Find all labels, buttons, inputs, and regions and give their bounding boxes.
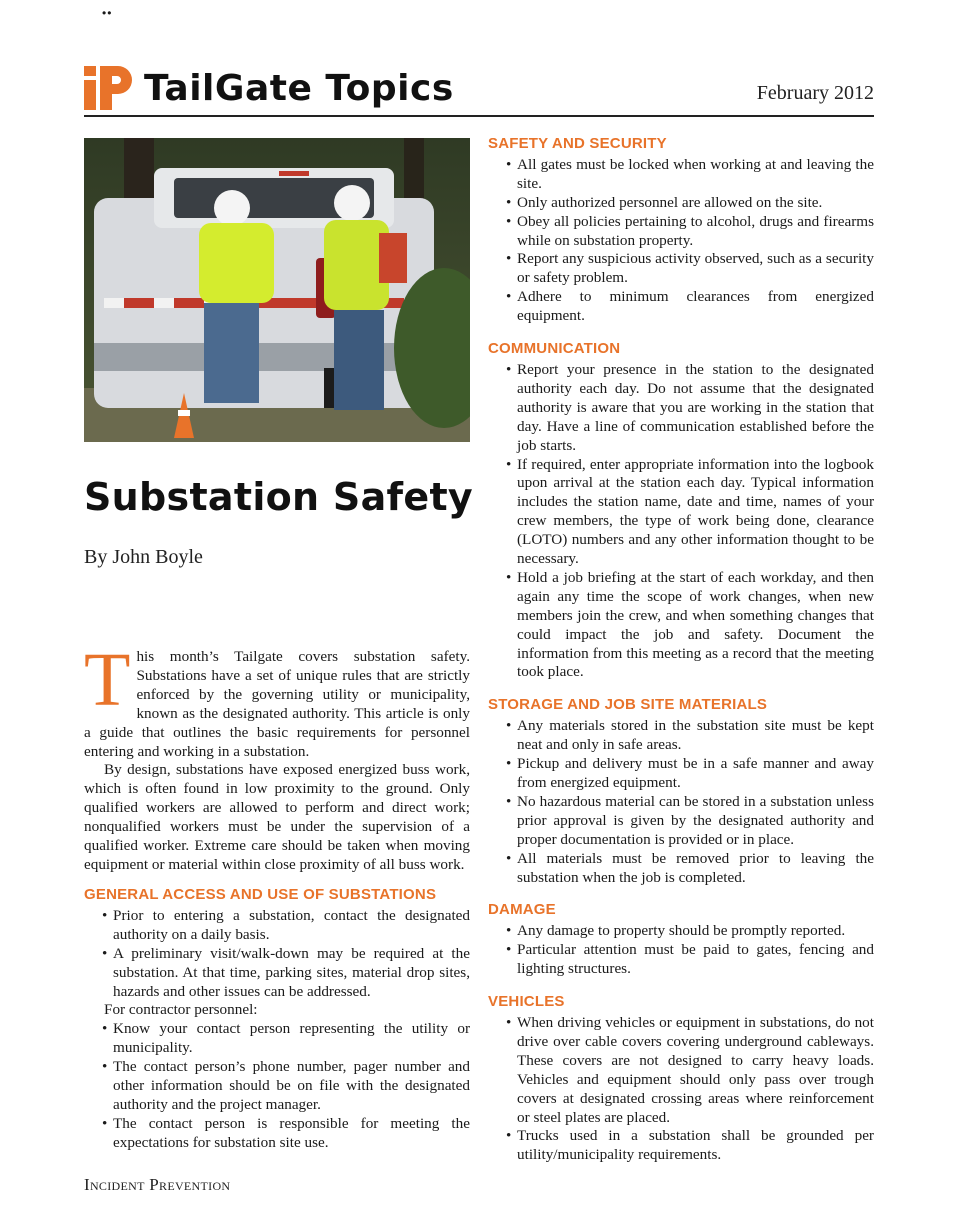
drop-cap: T: [84, 638, 131, 722]
corner-marks: ••: [102, 6, 113, 20]
right-column: [488, 135, 874, 1179]
intro-paragraph: [84, 638, 470, 761]
safety-security-list: [488, 156, 874, 326]
ip-logo-icon: [84, 66, 132, 110]
list-item: • Adhere to minimum clearances from energized equipment.: [508, 288, 874, 326]
list-item: • Pickup and delivery must be in a safe manner and away from energized equipment.: [508, 755, 874, 793]
damage-heading: DAMAGE: [488, 901, 556, 919]
list-item: • Report any suspicious activity observed, such as a security or safety problem.: [508, 250, 874, 288]
storage-list: [488, 717, 874, 887]
list-item: • Only authorized personnel are allowed on the site.: [508, 194, 874, 213]
article-title: Substation Safety: [84, 475, 473, 519]
general-access-list: [84, 907, 470, 1002]
header-rule: [84, 115, 874, 117]
second-paragraph: By design, substations have exposed energized buss work, which is often found in low proximity to the ground. Only qualified workers are allowed to perform and direct work; nonqualified workers must be under the supervision of a qualified worker. Extreme care should be taken when moving equipment or material within close proximity of all buss work.: [84, 761, 470, 873]
vehicles-list: [488, 1014, 874, 1165]
list-item: • A preliminary visit/walk-down may be required at the substation. At that time, parking sites, material drop sites, hazards and other issues can be addressed.: [104, 945, 470, 1002]
list-item: • When driving vehicles or equipment in substations, do not drive over cable covers covering underground cableways. These covers are not designed to carry heavy loads. Vehicles and equipment should only pass over trough covers at designated crossing areas where reinforcement or steel plates are placed.: [508, 1014, 874, 1127]
list-item: • Obey all policies pertaining to alcohol, drugs and firearms while on substation property.: [508, 213, 874, 251]
contractor-list: [84, 1020, 470, 1152]
brand-title: TailGate Topics: [144, 68, 454, 109]
list-item: • If required, enter appropriate information into the logbook upon arrival at the station each day. Typical information includes the station name, date and time, names of your crew members, the type of work being done, clearance (LOTO) numbers and any other information thought to be necessary.: [508, 456, 874, 569]
list-item: • Prior to entering a substation, contact the designated authority on a daily basis.: [104, 907, 470, 945]
safety-security-heading: SAFETY AND SECURITY: [488, 135, 667, 152]
list-item: • Hold a job briefing at the start of each workday, and then again any time the scope of work changes, when new members join the crew, and when something changes that could impact the job and safety. Document the information from this meeting as a record that the meeting took place.: [508, 569, 874, 682]
list-item: • Any materials stored in the substation site must be kept neat and only in safe areas.: [508, 717, 874, 755]
intro-text: his month’s Tailgate covers substation safety. Substations have a set of unique rules that are strictly enforced by the governing utility or municipality, known as the designated authority. This article is only a guide that outlines the basic requirements for personnel entering and working in a substation.: [84, 648, 470, 760]
list-item: • Report your presence in the station to the designated authority each day. Do not assume that the designated authority is aware that you are working in the station that day. Have a line of communication established before the job starts.: [508, 361, 874, 456]
damage-list: [488, 922, 874, 979]
list-item: • The contact person’s phone number, pager number and other information should be on file with the designated authority and the project manager.: [104, 1058, 470, 1115]
list-item: • No hazardous material can be stored in a substation unless prior approval is given by the designated authority and proper documentation is provided or in place.: [508, 793, 874, 850]
contractor-label: For contractor personnel:: [104, 1001, 258, 1019]
communication-list: [488, 361, 874, 682]
storage-heading: STORAGE AND JOB SITE MATERIALS: [488, 696, 768, 714]
list-item: • All materials must be removed prior to leaving the substation when the job is completed.: [508, 850, 874, 888]
general-access-heading: GENERAL ACCESS AND USE OF SUBSTATIONS: [84, 886, 437, 903]
general-access-section: [84, 886, 470, 1167]
list-item: • The contact person is responsible for meeting the expectations for substation site use.: [104, 1115, 470, 1153]
communication-heading: COMMUNICATION: [488, 340, 621, 358]
masthead: [84, 64, 874, 116]
photo-workers-at-truck: [84, 138, 470, 442]
article-intro: [84, 638, 470, 875]
publication-footer: Incident Prevention: [84, 1175, 231, 1194]
issue-date: February 2012: [756, 82, 874, 104]
vehicles-heading: VEHICLES: [488, 993, 565, 1011]
list-item: • Trucks used in a substation shall be grounded per utility/municipality requirements.: [508, 1127, 874, 1165]
list-item: • Any damage to property should be promptly reported.: [508, 922, 874, 941]
article-byline: By John Boyle: [84, 546, 203, 568]
list-item: • Particular attention must be paid to gates, fencing and lighting structures.: [508, 941, 874, 979]
list-item: • Know your contact person representing the utility or municipality.: [104, 1020, 470, 1058]
list-item: • All gates must be locked when working at and leaving the site.: [508, 156, 874, 194]
